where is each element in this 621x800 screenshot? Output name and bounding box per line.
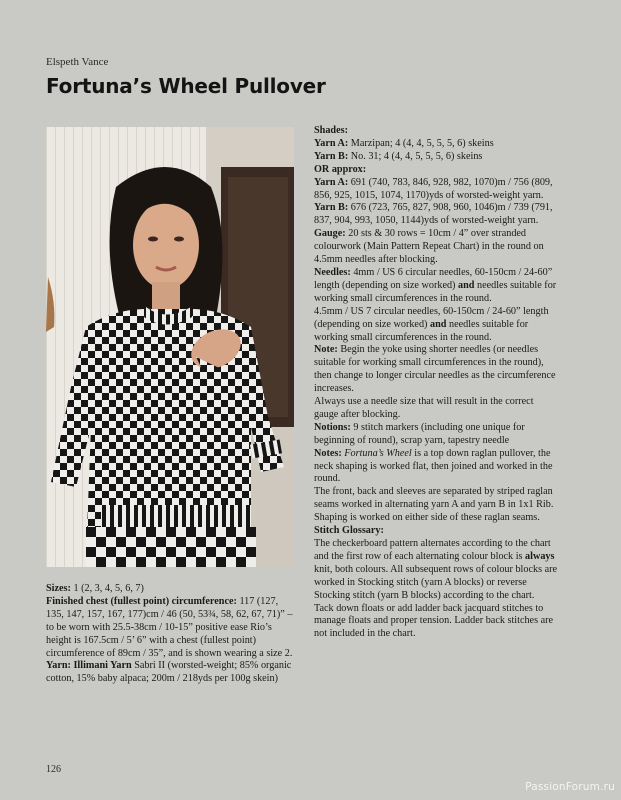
watermark: PassionForum.ru [525, 781, 615, 793]
needles-value-4: needles suitable for working small circumferences in the round. [314, 318, 529, 343]
yarn-b-line [314, 151, 558, 164]
glossary-always: always [525, 550, 555, 562]
yarn-a-label: Yarn A: [314, 137, 349, 149]
notes-extra: The front, back and sleeves are separated by striped raglan seams worked in alternating yarn A and yarn B in 1x1 Rib. Shaping is worked on either side of these raglan seams. [314, 486, 554, 524]
glossary-paragraph-1 [314, 538, 558, 603]
page-title: Fortuna’s Wheel Pullover [46, 74, 326, 98]
shades-label: Shades: [314, 125, 348, 136]
notions-label: Notions: [314, 421, 351, 433]
author-name: Elspeth Vance [46, 56, 109, 68]
yarn-a-approx [314, 177, 558, 203]
notes-value: is a top down raglan pullover, the neck shaping is worked flat, then joined and worked in the round. [314, 447, 553, 485]
needles-value-2: needles suitable for working small circumferences in the round. [314, 279, 557, 304]
needles-and-1: and [458, 279, 475, 291]
needles-paragraph [314, 267, 558, 306]
right-column [314, 125, 558, 641]
note-value: Begin the yoke using shorter needles (or needles suitable for working small circumferences in the round), then change to longer circular needles as the circumference increases. [314, 344, 556, 395]
yarn-a-value: Marzipan; 4 (4, 4, 5, 5, 5, 6) skeins [348, 137, 494, 149]
needles-value-1: 4mm / US 6 circular needles, 60-150cm / 24-60” length (depending on size worked) [314, 266, 553, 291]
needles-label: Needles: [314, 266, 351, 278]
glossary-heading [314, 525, 558, 538]
note-extra: Always use a needle size that will result in the correct gauge after blocking. [314, 396, 534, 420]
sizes-value: 1 (2, 3, 4, 5, 6, 7) [70, 583, 144, 594]
glossary-1a: The checkerboard pattern alternates according to the chart and the first row of each alternating colour block is [314, 538, 551, 562]
needles-and-2: and [430, 318, 447, 330]
yarn-b-value: No. 31; 4 (4, 4, 5, 5, 5, 6) skeins [348, 150, 483, 162]
yarn-b-approx [314, 202, 558, 228]
notions-value: 9 stitch markers (including one unique for beginning of round), scrap yarn, tapestry needle [314, 421, 525, 446]
gauge-label: Gauge: [314, 228, 346, 240]
or-approx-label: OR approx: [314, 163, 367, 175]
chest-label: Finished chest (fullest point) circumference: [46, 595, 237, 607]
gauge-value: 20 sts & 30 rows = 10cm / 4” over stranded colourwork (Main Pattern Repeat Chart) in the round on 4.5mm needles after blocking. [314, 228, 544, 266]
yarn-b-label: Yarn B: [314, 150, 349, 162]
yarn-value: Sabri II (worsted-weight; 85% organic cotton, 15% baby alpaca; 200m / 218yds per 100g skein) [46, 660, 292, 685]
notes-label: Notes: [314, 447, 342, 459]
page-number: 126 [46, 764, 61, 775]
yarn-b2-value: 676 (723, 765, 827, 908, 960, 1046)m / 739 (791, 837, 904, 993, 1050, 1144)yds of worsted-weight yarn. [314, 202, 553, 227]
yarn-a2-label: Yarn A: [314, 176, 349, 188]
sizes-line [46, 583, 298, 596]
yarn-a-line [314, 138, 558, 151]
glossary-1b: knit, both colours. All subsequent rows of colour blocks are worked in Stocking stitch (yarn A blocks) or reverse Stocking stitch (yarn B blocks) according to the chart. [314, 563, 558, 601]
notes-italic: Fortuna’s Wheel [341, 447, 412, 459]
note-label: Note: [314, 344, 338, 356]
chest-value: 117 (127, 135, 147, 157, 167, 177)cm / 46 (50, 53¾, 58, 62, 67, 71)” – to be worn with 25.5-38cm / 10-15” positive ease Rio’s height is 167.5cm / 5’ 6” with a chest (fullest point) circumference of 89cm / 35”, and is shown wearing a size 2. [46, 595, 293, 659]
gauge-paragraph [314, 228, 558, 267]
needles-value-3: 4.5mm / US 7 circular needles, 60-150cm / 24-60” length (depending on size worked) [314, 305, 549, 330]
note-paragraph [314, 344, 558, 396]
sizes-label: Sizes: [46, 583, 71, 594]
or-approx-heading [314, 164, 558, 177]
glossary-label: Stitch Glossary: [314, 525, 384, 537]
yarn-b2-label: Yarn B: [314, 202, 349, 214]
chest-paragraph [46, 596, 298, 661]
needles-paragraph-2 [314, 306, 558, 345]
yarn-a2-value: 691 (740, 783, 846, 928, 982, 1070)m / 756 (809, 856, 925, 1015, 1074, 1170)yds of worsted-weight yarn. [314, 176, 553, 201]
shades-heading [314, 125, 558, 138]
notions-paragraph [314, 422, 558, 448]
notes-paragraph [314, 448, 558, 487]
model-photo [46, 127, 294, 567]
yarn-label: Yarn: Illimani Yarn [46, 660, 132, 672]
left-column [46, 583, 298, 686]
glossary-paragraph-2: Tack down floats or add ladder back jacquard stitches to manage floats and proper tension. Ladder back stitches are not included in the chart. [314, 602, 554, 640]
yarn-paragraph [46, 660, 298, 686]
